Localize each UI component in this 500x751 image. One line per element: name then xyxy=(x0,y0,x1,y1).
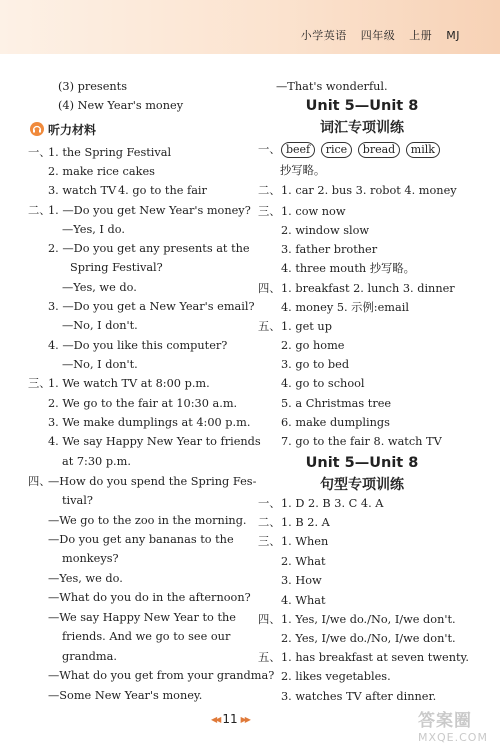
right-five-5: 5. a Christmas tree xyxy=(281,397,392,410)
marker-s-two: 二、 xyxy=(258,516,281,529)
right-s3-1: 1. When xyxy=(281,535,329,548)
right-s5-1: 1. has breakfast at seven twenty. xyxy=(281,651,469,664)
left-one-3: 3. watch TV xyxy=(48,184,117,197)
marker-three: 三、 xyxy=(28,377,51,390)
right-s1: 1. D 2. B 3. C 4. A xyxy=(281,497,384,510)
left-three-3: 3. We make dumplings at 4:00 p.m. xyxy=(48,416,251,429)
unit2-title: Unit 5—Unit 8 xyxy=(305,455,419,471)
next-arrow-icon: ▶▶ xyxy=(240,714,249,724)
left-four-5: monkeys? xyxy=(62,552,119,565)
left-two-4a: 4. —Do you like this computer? xyxy=(48,339,228,352)
right-three-1: 1. cow now xyxy=(281,205,346,218)
left-three-4a: 4. We say Happy New Year to friends xyxy=(48,435,261,448)
left-four-3: —We go to the zoo in the morning. xyxy=(48,514,247,527)
right-five-1: 1. get up xyxy=(281,320,332,333)
left-two-2b: Spring Festival? xyxy=(70,261,163,274)
marker-r-two: 二、 xyxy=(258,184,281,197)
watermark-url: MXQE.COM xyxy=(418,731,488,744)
left-two-2c: —Yes, we do. xyxy=(62,281,137,294)
unit1-subtitle: 词汇专项训练 xyxy=(320,120,404,136)
marker-s-three: 三、 xyxy=(258,535,281,548)
left-four-6: —Yes, we do. xyxy=(48,572,123,585)
oval-word-milk: milk xyxy=(406,142,440,158)
unit1-title: Unit 5—Unit 8 xyxy=(305,98,419,114)
page-number: 11 xyxy=(222,712,238,726)
marker-s-one: 一、 xyxy=(258,497,281,510)
watermark-logo xyxy=(418,706,496,748)
right-three-3: 3. father brother xyxy=(281,243,378,256)
right-five-3: 3. go to bed xyxy=(281,358,350,371)
right-s3-3: 3. How xyxy=(281,574,322,587)
header-edition: MJ xyxy=(446,29,460,42)
left-three-2: 2. We go to the fair at 10:30 a.m. xyxy=(48,397,238,410)
left-pre-item-4: (4) New Year's money xyxy=(58,99,184,112)
watermark-text: 答案圈 xyxy=(418,711,472,731)
left-four-12: —Some New Year's money. xyxy=(48,689,203,702)
right-s3-2: 2. What xyxy=(281,555,326,568)
left-pre-item-3: (3) presents xyxy=(58,80,128,93)
left-two-2a: 2. —Do you get any presents at the xyxy=(48,242,250,255)
marker-s-four: 四、 xyxy=(258,613,281,626)
left-one-1: 1. the Spring Festival xyxy=(48,146,172,159)
marker-r-one: 一、 xyxy=(258,143,281,156)
right-s3-4: 4. What xyxy=(281,594,326,607)
left-four-1: —How do you spend the Spring Fes- xyxy=(48,475,257,488)
right-five-2: 2. go home xyxy=(281,339,345,352)
marker-one: 一、 xyxy=(28,146,51,159)
right-five-6: 6. make dumplings xyxy=(281,416,390,429)
right-s4-1: 1. Yes, I/we do./No, I/we don't. xyxy=(281,613,456,626)
left-four-9: friends. And we go to see our xyxy=(62,630,231,643)
right-top-line: —That's wonderful. xyxy=(276,80,388,93)
left-one-4: 4. go to the fair xyxy=(118,184,207,197)
right-five-4: 4. go to school xyxy=(281,377,365,390)
left-two-4b: —No, I don't. xyxy=(62,358,138,371)
oval-word-beef: beef xyxy=(281,142,315,158)
marker-r-five: 五、 xyxy=(258,320,281,333)
marker-r-four: 四、 xyxy=(258,282,281,295)
listening-section-title: 听力材料 xyxy=(48,122,97,137)
header-info xyxy=(291,27,460,43)
prev-arrow-icon: ◀◀ xyxy=(211,714,220,724)
left-two-1a: 1. —Do you get New Year's money? xyxy=(48,204,251,217)
right-four-2: 4. money 5. 示例:email xyxy=(281,301,409,314)
headphone-icon xyxy=(30,122,44,136)
right-three-4: 4. three mouth 抄写略。 xyxy=(281,262,415,275)
header-volume: 上册 xyxy=(409,29,433,42)
left-three-4b: at 7:30 p.m. xyxy=(62,455,131,468)
unit2-subtitle: 句型专项训练 xyxy=(320,477,404,493)
right-s2: 1. B 2. A xyxy=(281,516,330,529)
marker-four: 四、 xyxy=(28,475,51,488)
right-three-2: 2. window slow xyxy=(281,224,370,237)
left-four-2: tival? xyxy=(62,494,93,507)
left-two-1b: —Yes, I do. xyxy=(62,223,125,236)
right-s5-2: 2. likes vegetables. xyxy=(281,670,391,683)
right-four-1: 1. breakfast 2. lunch 3. dinner xyxy=(281,282,455,295)
left-four-11: —What do you get from your grandma? xyxy=(48,669,275,682)
listening-section-heading xyxy=(30,121,96,137)
header-grade: 四年级 xyxy=(360,29,396,42)
right-s5-3: 3. watches TV after dinner. xyxy=(281,690,437,703)
page-number-area xyxy=(208,712,252,726)
oval-word-rice: rice xyxy=(321,142,352,158)
left-one-2: 2. make rice cakes xyxy=(48,165,155,178)
right-two: 1. car 2. bus 3. robot 4. money xyxy=(281,184,457,197)
left-four-7: —What do you do in the afternoon? xyxy=(48,591,251,604)
right-five-7: 7. go to the fair 8. watch TV xyxy=(281,435,442,448)
oval-word-bread: bread xyxy=(358,142,400,158)
right-copy-note: 抄写略。 xyxy=(280,164,326,177)
word-ovals xyxy=(281,142,442,158)
marker-two: 二、 xyxy=(28,204,51,217)
left-four-10: grandma. xyxy=(62,650,117,663)
marker-s-five: 五、 xyxy=(258,651,281,664)
right-s4-2: 2. Yes, I/we do./No, I/we don't. xyxy=(281,632,456,645)
marker-r-three: 三、 xyxy=(258,205,281,218)
left-two-3a: 3. —Do you get a New Year's email? xyxy=(48,300,255,313)
left-three-1: 1. We watch TV at 8:00 p.m. xyxy=(48,377,210,390)
left-four-8: —We say Happy New Year to the xyxy=(48,611,236,624)
header-subject: 小学英语 xyxy=(300,29,347,42)
left-two-3b: —No, I don't. xyxy=(62,319,138,332)
left-four-4: —Do you get any bananas to the xyxy=(48,533,234,546)
